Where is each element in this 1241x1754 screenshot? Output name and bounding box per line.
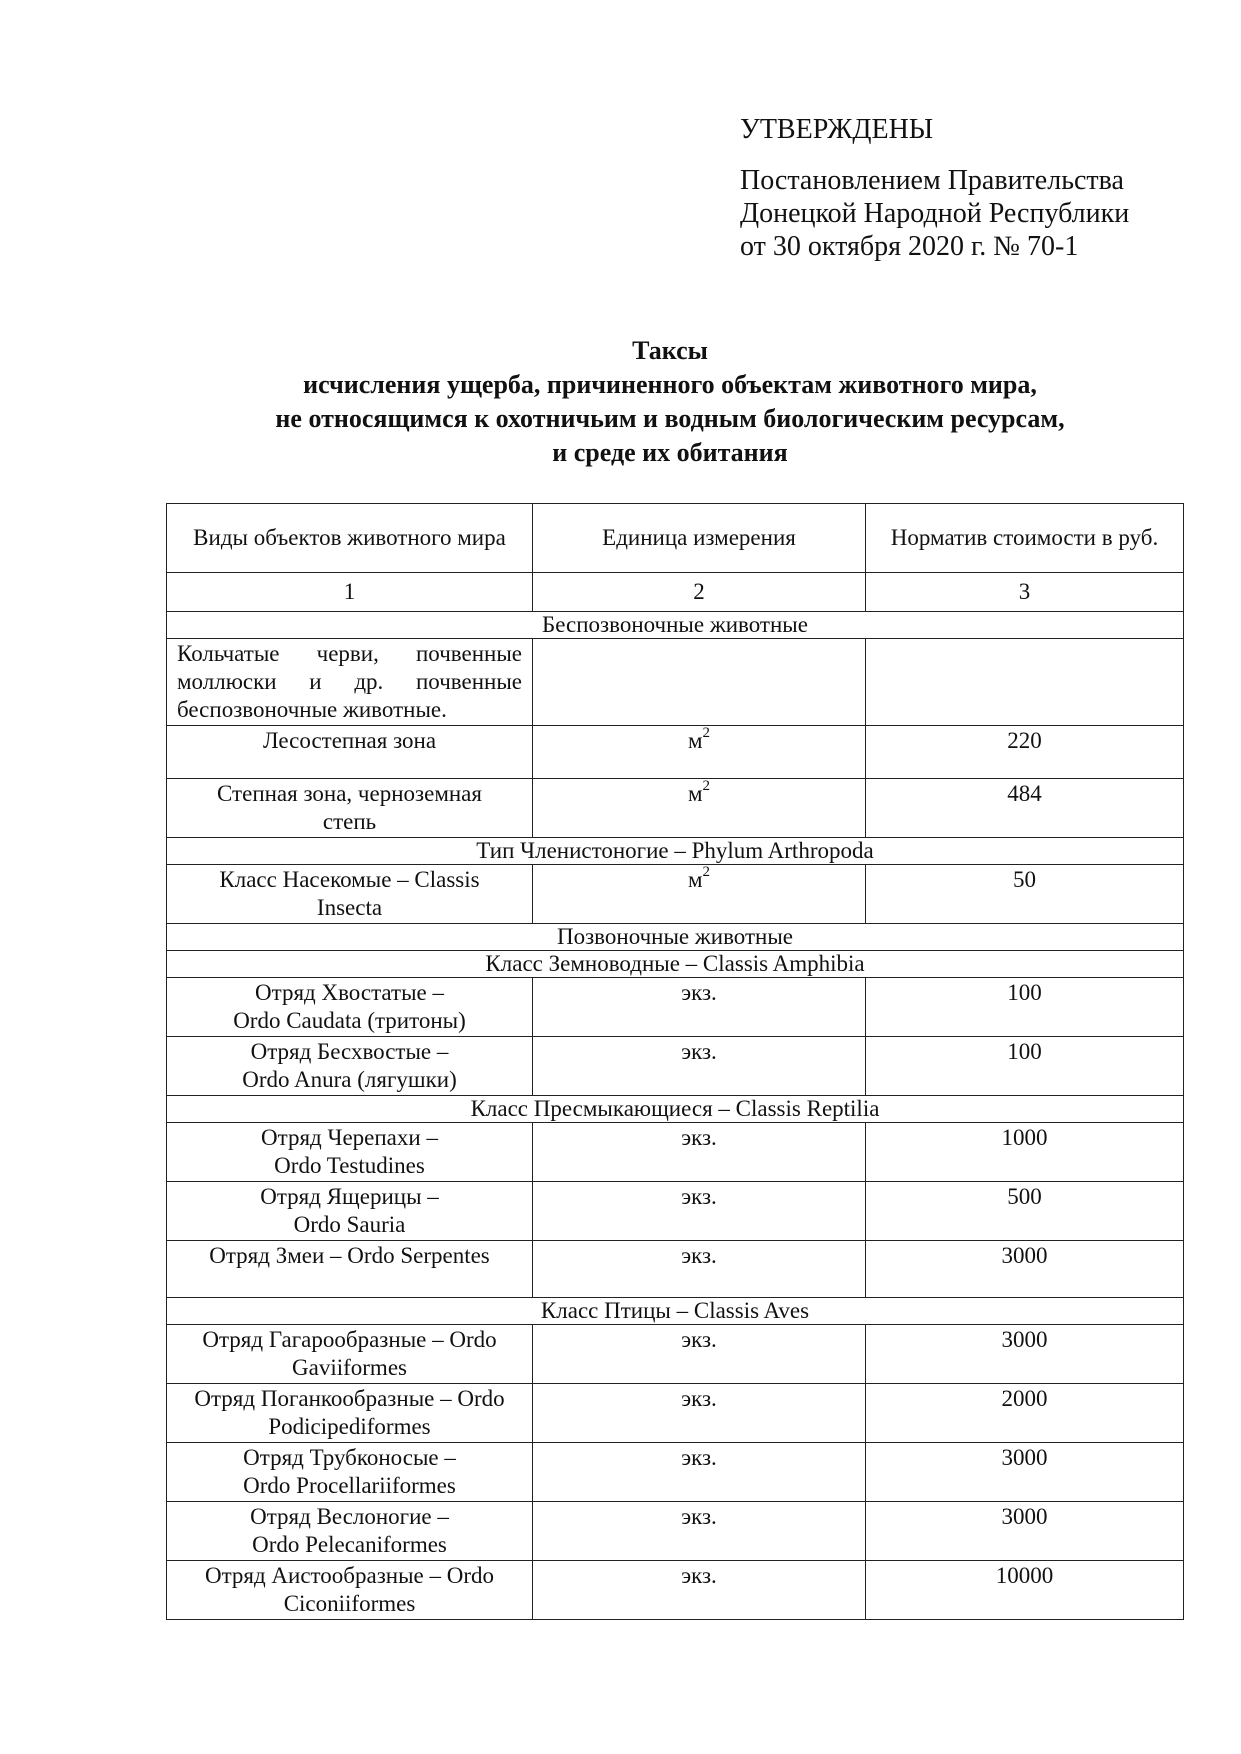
unit-exponent: 2	[702, 725, 711, 742]
value-cell: 3000	[866, 1241, 1184, 1298]
table-row	[167, 726, 1184, 779]
unit-text: м	[687, 781, 703, 806]
species-line: Отряд Веслоногие –	[250, 1504, 449, 1529]
table-row	[167, 779, 1184, 838]
species-line: Insecta	[316, 895, 383, 920]
species-cell	[167, 1561, 533, 1620]
value-cell: 50	[866, 865, 1184, 924]
title-line: Таксы	[632, 336, 708, 365]
table-row	[167, 639, 1184, 726]
table-row	[167, 1182, 1184, 1241]
column-number: 1	[167, 573, 533, 612]
species-line: Отряд Аистообразные – Ordo	[204, 1563, 495, 1588]
title-line: исчисления ущерба, причиненного объектам животного мира,	[303, 370, 1037, 399]
table-row	[167, 978, 1184, 1037]
species-cell	[167, 1502, 533, 1561]
species-line: беспозвоночные животные.	[177, 697, 447, 722]
value-cell: 3000	[866, 1325, 1184, 1384]
species-line: степь	[322, 809, 377, 834]
unit-exponent: 2	[702, 778, 711, 795]
unit-cell: экз.	[533, 1325, 866, 1384]
column-number-row	[167, 573, 1184, 612]
column-header: Единица измерения	[533, 504, 866, 573]
table-row	[167, 1241, 1184, 1298]
unit-cell: экз.	[533, 1443, 866, 1502]
species-cell	[167, 1182, 533, 1241]
table-row	[167, 1502, 1184, 1561]
species-cell	[167, 1384, 533, 1443]
unit-cell: экз.	[533, 1502, 866, 1561]
species-line: Степная зона, черноземная	[217, 781, 482, 806]
column-header: Норматив стоимости в руб.	[866, 504, 1184, 573]
species-cell	[167, 978, 533, 1037]
value-cell: 10000	[866, 1561, 1184, 1620]
value-cell: 100	[866, 978, 1184, 1037]
value-cell: 100	[866, 1037, 1184, 1096]
rates-table	[166, 503, 1184, 1620]
table-row	[167, 1037, 1184, 1096]
unit-cell: экз.	[533, 1182, 866, 1241]
value-cell	[866, 639, 1184, 726]
unit-cell: экз.	[533, 1384, 866, 1443]
species-line: Отряд Гагарообразные – Ordo	[202, 1327, 497, 1352]
unit-cell: экз.	[533, 1037, 866, 1096]
species-cell	[167, 1443, 533, 1502]
table-row	[167, 1123, 1184, 1182]
value-cell: 3000	[866, 1502, 1184, 1561]
unit-text: м	[687, 728, 703, 753]
table-row	[167, 1384, 1184, 1443]
value-cell: 500	[866, 1182, 1184, 1241]
value-cell: 220	[866, 726, 1184, 779]
unit-cell	[533, 726, 866, 779]
table-row	[167, 865, 1184, 924]
section-row	[167, 612, 1184, 639]
section-title: Класс Земноводные – Classis Amphibia	[167, 951, 1184, 978]
approval-heading: УТВЕРЖДЕНЫ	[740, 114, 934, 145]
species-cell	[167, 1123, 533, 1182]
column-number: 3	[866, 573, 1184, 612]
document-title	[120, 334, 1220, 470]
column-header: Виды объектов животного мира	[167, 504, 533, 573]
species-line: Gaviiformes	[292, 1355, 407, 1380]
species-cell: Лесостепная зона	[167, 726, 533, 779]
unit-cell: экз.	[533, 978, 866, 1037]
species-line: Podicipediformes	[268, 1414, 431, 1439]
unit-cell	[533, 639, 866, 726]
species-cell	[167, 779, 533, 838]
unit-cell: экз.	[533, 1123, 866, 1182]
unit-cell	[533, 779, 866, 838]
section-title: Позвоночные животные	[167, 924, 1184, 951]
table-row	[167, 1561, 1184, 1620]
unit-cell	[533, 865, 866, 924]
species-cell: Отряд Змеи – Ordo Serpentes	[167, 1241, 533, 1298]
species-cell	[167, 865, 533, 924]
unit-cell: экз.	[533, 1561, 866, 1620]
value-cell: 3000	[866, 1443, 1184, 1502]
species-line: Кольчатые черви, почвенные	[177, 641, 522, 666]
section-title: Класс Птицы – Classis Aves	[167, 1298, 1184, 1325]
value-cell: 484	[866, 779, 1184, 838]
species-line: Отряд Хвостатые –	[255, 980, 444, 1005]
species-cell	[167, 639, 533, 726]
unit-text: м	[687, 867, 703, 892]
species-cell	[167, 1325, 533, 1384]
species-line: Ordo Testudines	[274, 1153, 425, 1178]
species-line: моллюски и др. почвенные	[177, 669, 522, 694]
species-line: Ordo Caudata (тритоны)	[233, 1008, 466, 1033]
section-row	[167, 1298, 1184, 1325]
section-row	[167, 924, 1184, 951]
species-line: Ordo Sauria	[293, 1212, 406, 1237]
species-cell	[167, 1037, 533, 1096]
species-line: Отряд Поганкообразные – Ordo	[194, 1386, 505, 1411]
species-line: Отряд Трубконосые –	[243, 1445, 456, 1470]
value-cell: 1000	[866, 1123, 1184, 1182]
species-line: Ordo Procellariiformes	[243, 1473, 456, 1498]
species-line: Ciconiiformes	[283, 1591, 416, 1616]
species-line: Отряд Бесхвостые –	[250, 1039, 449, 1064]
section-row	[167, 951, 1184, 978]
species-line: Класс Насекомые – Classis	[219, 867, 480, 892]
column-number: 2	[533, 573, 866, 612]
species-line: Ordo Anura (лягушки)	[242, 1067, 457, 1092]
section-title: Класс Пресмыкающиеся – Classis Reptilia	[167, 1096, 1184, 1123]
species-line: Ordo Pelecaniformes	[252, 1532, 447, 1557]
table-row	[167, 1443, 1184, 1502]
table-row	[167, 1325, 1184, 1384]
section-title: Тип Членистоногие – Phylum Arthropoda	[167, 838, 1184, 865]
approval-block	[740, 113, 1200, 263]
section-row	[167, 838, 1184, 865]
approval-line: Постановлением Правительства	[740, 165, 1124, 196]
title-line: не относящимся к охотничьим и водным биологическим ресурсам,	[275, 404, 1065, 433]
unit-exponent: 2	[702, 864, 711, 881]
species-line: Отряд Ящерицы –	[260, 1184, 439, 1209]
approval-line: Донецкой Народной Республики	[740, 198, 1130, 229]
unit-cell: экз.	[533, 1241, 866, 1298]
table-header-row	[167, 504, 1184, 573]
section-row	[167, 1096, 1184, 1123]
section-title: Беспозвоночные животные	[167, 612, 1184, 639]
approval-line: от 30 октября 2020 г. № 70-1	[740, 231, 1079, 262]
value-cell: 2000	[866, 1384, 1184, 1443]
species-line: Отряд Черепахи –	[261, 1125, 438, 1150]
title-line: и среде их обитания	[552, 438, 788, 467]
